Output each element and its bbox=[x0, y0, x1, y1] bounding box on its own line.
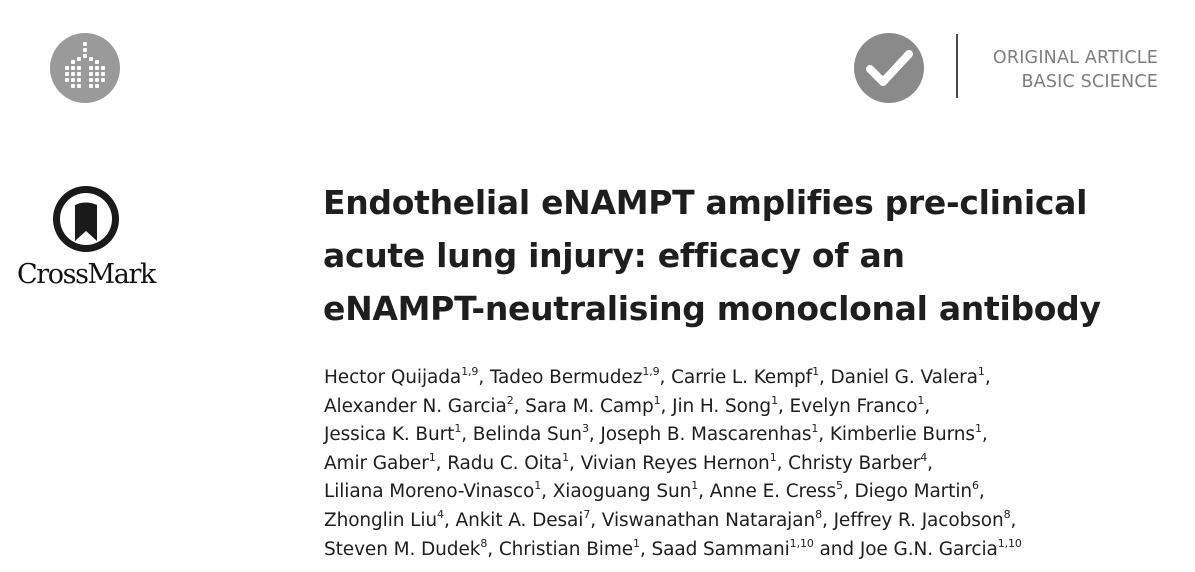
author-affiliation: 1 bbox=[633, 536, 640, 550]
author-affiliation: 4 bbox=[920, 450, 928, 464]
author-separator: , bbox=[569, 452, 581, 474]
author-separator: , bbox=[639, 538, 652, 560]
author-affiliation: 1 bbox=[977, 365, 985, 378]
author-affiliation: 2 bbox=[506, 393, 514, 407]
author-affiliation: 8 bbox=[1003, 507, 1011, 521]
author-separator: , bbox=[776, 452, 789, 474]
author-affiliation: 1 bbox=[812, 365, 819, 378]
author-separator: , bbox=[513, 395, 526, 417]
author-affiliation: 1,10 bbox=[789, 536, 814, 550]
author-separator: , bbox=[590, 509, 602, 531]
author-affiliation: 3 bbox=[581, 422, 589, 436]
author-affiliation: 1 bbox=[811, 422, 819, 436]
title-line: Endothelial eNAMPT amplifies pre-clinical bbox=[323, 183, 1088, 222]
author-affiliation: 1,10 bbox=[997, 536, 1022, 550]
author-line bbox=[324, 393, 1184, 422]
author-separator: , bbox=[978, 481, 985, 503]
author-list bbox=[324, 364, 1184, 564]
author-affiliation: 1 bbox=[769, 450, 777, 464]
author-separator: , bbox=[541, 481, 553, 503]
author-affiliation: 1 bbox=[562, 450, 569, 464]
author-name: Evelyn Franco bbox=[789, 395, 918, 417]
checkmark-icon bbox=[853, 32, 925, 104]
author-affiliation: 4 bbox=[437, 507, 444, 521]
author-separator: , bbox=[924, 395, 931, 417]
author-affiliation: 1,9 bbox=[642, 365, 660, 378]
author-separator: , bbox=[435, 452, 448, 474]
crossmark-icon bbox=[50, 183, 122, 255]
author-name: Steven M. Dudek bbox=[324, 538, 481, 560]
author-affiliation: 6 bbox=[972, 479, 979, 493]
author-line bbox=[324, 478, 1184, 507]
author-name: Tadeo Bermudez bbox=[489, 367, 643, 388]
author-name: Radu C. Oita bbox=[447, 452, 563, 474]
author-affiliation: 1 bbox=[454, 422, 462, 436]
author-separator: , bbox=[842, 481, 855, 503]
author-affiliation: 1,9 bbox=[461, 365, 479, 378]
author-separator: , bbox=[818, 424, 830, 446]
crossmark-badge[interactable] bbox=[8, 183, 164, 293]
author-name: Christy Barber bbox=[788, 452, 921, 474]
author-affiliation: 7 bbox=[583, 507, 591, 521]
author-line bbox=[324, 536, 1184, 565]
author-affiliation: 5 bbox=[836, 479, 843, 493]
author-name: Viswanathan Natarajan bbox=[601, 509, 816, 531]
author-name: Alexander N. Garcia bbox=[324, 395, 507, 417]
author-affiliation: 8 bbox=[480, 536, 488, 550]
author-name: Christian Bime bbox=[498, 538, 634, 560]
author-name: Amir Gaber bbox=[324, 452, 429, 474]
author-separator: , bbox=[822, 509, 834, 531]
author-separator: , bbox=[818, 367, 831, 388]
author-separator: , bbox=[461, 424, 473, 446]
author-name: Jin H. Song bbox=[672, 395, 772, 417]
author-affiliation: 1 bbox=[428, 450, 436, 464]
author-separator: , bbox=[927, 452, 933, 474]
article-title bbox=[323, 176, 1183, 335]
author-name: Belinda Sun bbox=[472, 424, 582, 446]
author-affiliation: 1 bbox=[691, 479, 699, 493]
title-line: eNAMPT-neutralising monoclonal antibody bbox=[323, 289, 1101, 328]
author-affiliation: 1 bbox=[534, 479, 542, 493]
author-name: Diego Martin bbox=[854, 481, 973, 503]
author-name: Vivian Reyes Hernon bbox=[580, 452, 770, 474]
author-separator: , bbox=[478, 367, 490, 388]
author-line bbox=[324, 450, 1184, 479]
author-name: Joe G.N. Garcia bbox=[859, 538, 998, 560]
author-separator: , bbox=[660, 395, 673, 417]
author-separator: , bbox=[588, 424, 601, 446]
author-separator: , bbox=[698, 481, 710, 503]
author-name: Jessica K. Burt bbox=[324, 424, 455, 446]
author-affiliation: 1 bbox=[653, 393, 661, 407]
author-name: Jeffrey R. Jacobson bbox=[833, 509, 1004, 531]
author-separator: , bbox=[1010, 509, 1017, 531]
lung-logo-icon bbox=[50, 33, 120, 103]
author-line bbox=[324, 507, 1184, 536]
author-affiliation: 8 bbox=[815, 507, 822, 521]
author-separator: , bbox=[659, 367, 672, 388]
author-name: Sara M. Camp bbox=[525, 395, 654, 417]
author-name: Anne E. Cress bbox=[709, 481, 836, 503]
crossmark-label: CrossMark bbox=[17, 259, 155, 290]
author-name: Liliana Moreno-Vinasco bbox=[324, 481, 535, 503]
article-type-line-1: ORIGINAL ARTICLE bbox=[992, 48, 1158, 68]
author-separator: , bbox=[487, 538, 499, 560]
author-affiliation: 1 bbox=[974, 422, 982, 436]
author-affiliation: 1 bbox=[771, 393, 778, 407]
author-separator: , bbox=[984, 367, 991, 388]
author-name: Daniel G. Valera bbox=[830, 367, 978, 388]
title-line: acute lung injury: efficacy of an bbox=[323, 236, 905, 275]
author-affiliation: 1 bbox=[917, 393, 925, 407]
author-name: Kimberlie Burns bbox=[829, 424, 975, 446]
author-name: Saad Sammani bbox=[651, 538, 790, 560]
header-divider bbox=[956, 34, 958, 98]
author-name: Hector Quijada bbox=[324, 367, 462, 388]
author-separator: , bbox=[777, 395, 790, 417]
author-line bbox=[324, 364, 1184, 393]
author-name: Carrie L. Kempf bbox=[671, 367, 813, 388]
author-name: Ankit A. Desai bbox=[455, 509, 584, 531]
author-separator: , bbox=[981, 424, 988, 446]
article-type bbox=[993, 46, 1158, 94]
author-separator: , bbox=[443, 509, 456, 531]
author-separator: and bbox=[813, 538, 860, 560]
article-type-line-2: BASIC SCIENCE bbox=[1021, 72, 1158, 92]
author-name: Xiaoguang Sun bbox=[552, 481, 692, 503]
author-name: Joseph B. Mascarenhas bbox=[600, 424, 812, 446]
author-line bbox=[324, 421, 1184, 450]
author-name: Zhonglin Liu bbox=[324, 509, 438, 531]
